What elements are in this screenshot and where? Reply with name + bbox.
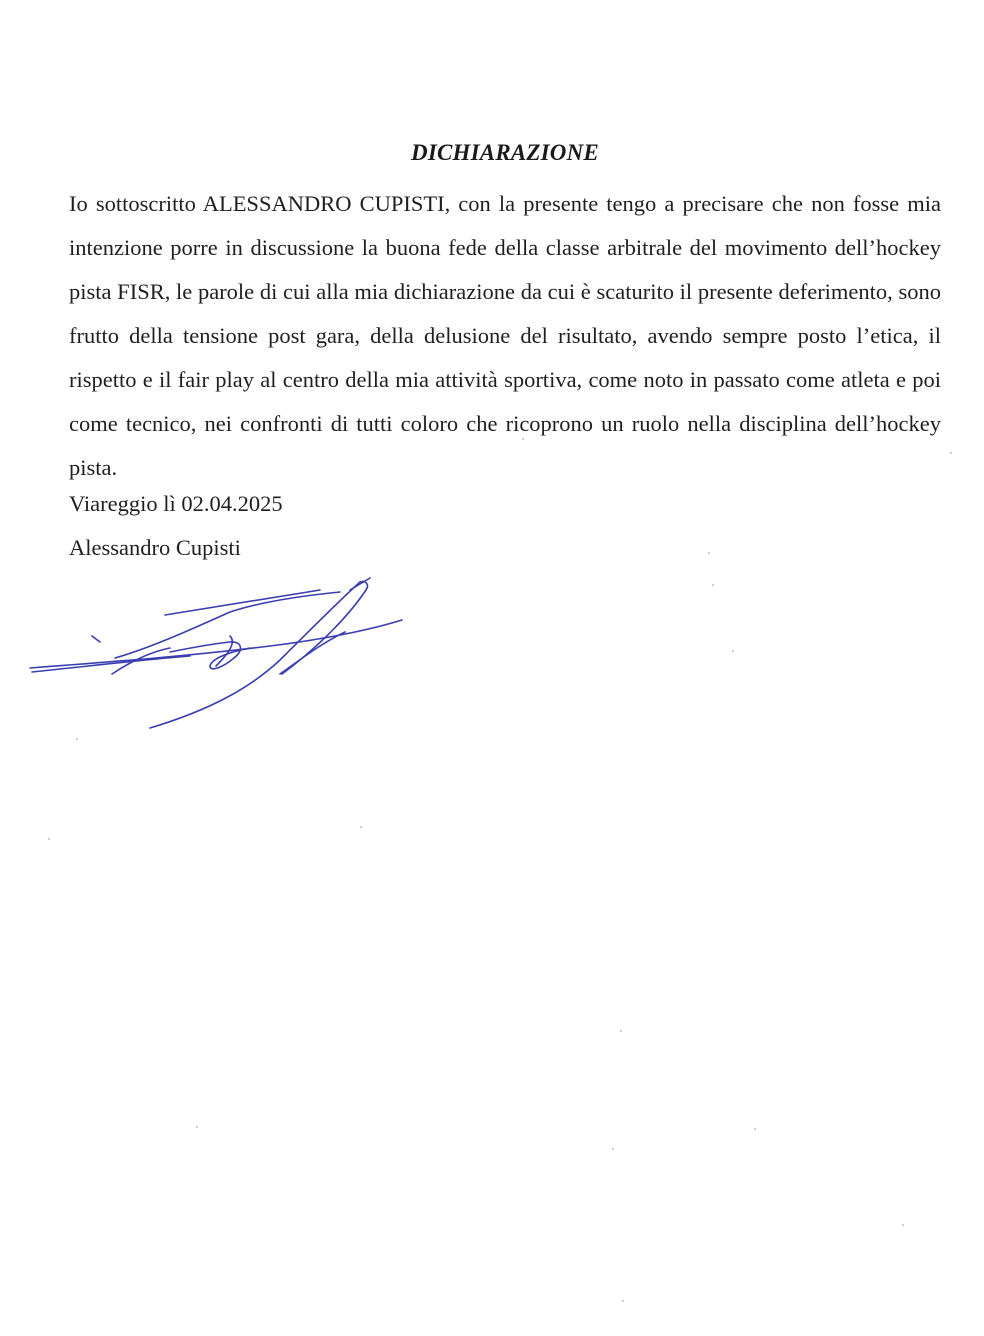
scan-speck (76, 738, 78, 740)
scan-speck (48, 838, 50, 840)
signer-name: Alessandro Cupisti (69, 535, 241, 560)
handwritten-signature (20, 570, 420, 740)
place-and-date: Viareggio lì 02.04.2025 (69, 491, 283, 516)
scan-speck (732, 650, 734, 652)
scan-speck (712, 584, 714, 586)
scan-speck (708, 552, 710, 554)
document-title: DICHIARAZIONE (411, 140, 599, 165)
scan-speck (950, 452, 952, 454)
scan-speck (902, 1224, 904, 1226)
scan-speck (360, 826, 362, 828)
scan-speck (620, 1030, 622, 1032)
declaration-body: Io sottoscritto ALESSANDRO CUPISTI, con la presente tengo a precisare che non fosse mia intenzione porre in discussione la buona fede della classe arbitrale del movimento dell’hockey pista FISR, le parole di cui alla mia dichiarazione da cui è scaturito il presente deferimento, sono frutto della tensione post gara, della delusione del risultato, avendo sempre posto l’etica, il rispetto e il fair play al centro della mia attività sportiva, come noto in passato come atleta e poi come tecnico, nei confronti di tutti coloro che ricoprono un ruolo nella disciplina dell’hockey pista. (69, 191, 941, 480)
scan-speck (612, 1148, 614, 1150)
scan-speck (754, 1128, 756, 1130)
scan-speck (622, 1300, 624, 1302)
scan-speck (522, 438, 524, 440)
scan-speck (196, 1126, 198, 1128)
